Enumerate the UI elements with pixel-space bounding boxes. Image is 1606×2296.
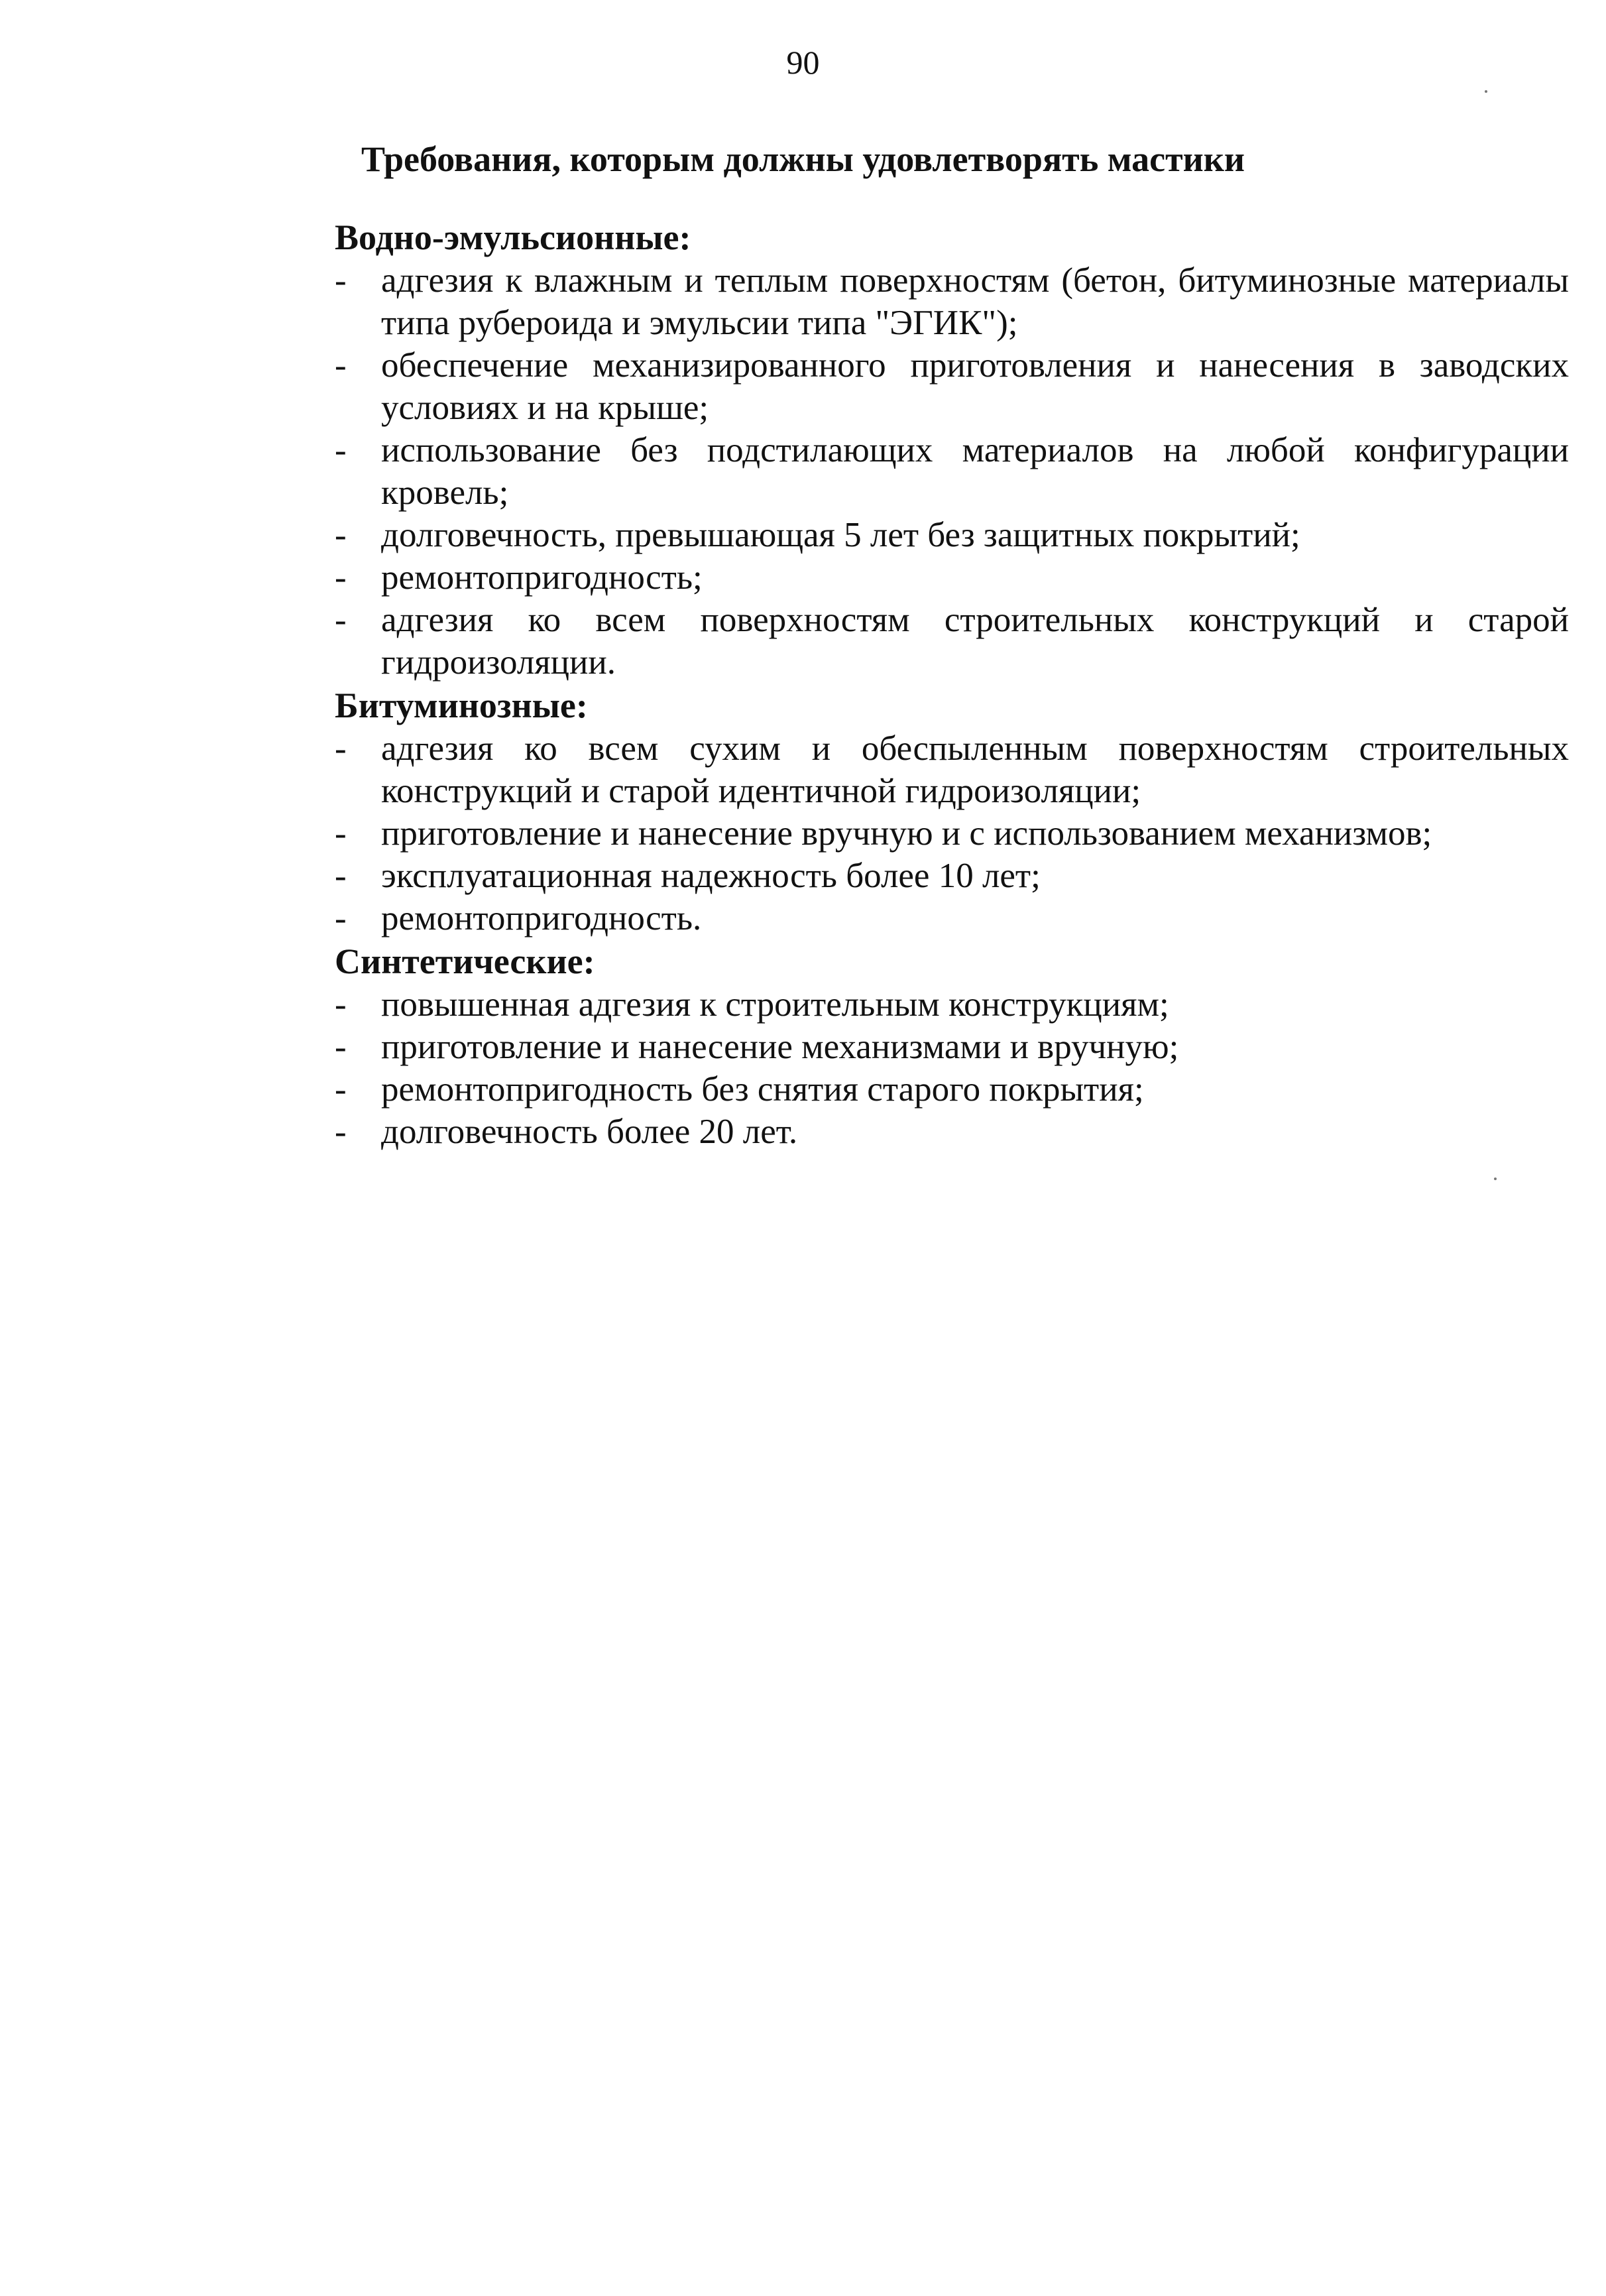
list-item bbox=[335, 429, 1569, 514]
list-item-text: ремонтопригодность. bbox=[381, 899, 702, 937]
list-item bbox=[335, 1111, 1569, 1153]
list-item-text: использование без подстилающих материалов на любой конфигурации кровель; bbox=[381, 431, 1569, 512]
bullet-dash: - bbox=[335, 729, 347, 768]
list-item-text: ремонтопригодность; bbox=[381, 558, 703, 597]
list-item bbox=[335, 1068, 1569, 1111]
scan-speck bbox=[1485, 90, 1487, 93]
scan-speck bbox=[1494, 1178, 1497, 1180]
requirements-list bbox=[335, 727, 1569, 939]
bullet-dash: - bbox=[335, 857, 347, 895]
list-item bbox=[335, 556, 1569, 599]
bullet-dash: - bbox=[335, 814, 347, 853]
bullet-dash: - bbox=[335, 346, 347, 385]
list-item-text: повышенная адгезия к строительным конструкциям; bbox=[381, 985, 1169, 1024]
list-item bbox=[335, 727, 1569, 812]
list-item-text: эксплуатационная надежность более 10 лет; bbox=[381, 857, 1041, 895]
list-item bbox=[335, 514, 1569, 556]
section-heading: Битуминозные: bbox=[335, 686, 588, 725]
section-water-emulsion bbox=[335, 215, 1569, 684]
bullet-dash: - bbox=[335, 516, 347, 554]
list-item bbox=[335, 812, 1569, 855]
bullet-dash: - bbox=[335, 558, 347, 597]
list-item-text: долговечность, превышающая 5 лет без защитных покрытий; bbox=[381, 516, 1300, 554]
bullet-dash: - bbox=[335, 1070, 347, 1109]
list-item bbox=[335, 855, 1569, 897]
requirements-list bbox=[335, 983, 1569, 1153]
bullet-dash: - bbox=[335, 1028, 347, 1066]
list-item bbox=[335, 897, 1569, 939]
section-synthetic bbox=[335, 939, 1569, 1153]
list-item-text: адгезия ко всем сухим и обеспыленным поверхностям строительных конструкций и старой идентичной гидроизоляции; bbox=[381, 729, 1569, 810]
bullet-dash: - bbox=[335, 899, 347, 937]
section-heading: Водно-эмульсионные: bbox=[335, 217, 691, 257]
section-bituminous bbox=[335, 684, 1569, 939]
bullet-dash: - bbox=[335, 261, 347, 300]
page-number: 90 bbox=[786, 44, 820, 81]
bullet-dash: - bbox=[335, 1113, 347, 1151]
list-item bbox=[335, 259, 1569, 344]
bullet-dash: - bbox=[335, 601, 347, 639]
list-item-text: долговечность более 20 лет. bbox=[381, 1113, 798, 1151]
list-item-text: адгезия к влажным и теплым поверхностям (бетон, битуминозные материалы типа рубероида и эмульсии типа "ЭГИК"); bbox=[381, 261, 1569, 342]
list-item-text: приготовление и нанесение вручную и с использованием механизмов; bbox=[381, 814, 1432, 853]
list-item bbox=[335, 983, 1569, 1026]
list-item bbox=[335, 1026, 1569, 1068]
list-item-text: приготовление и нанесение механизмами и вручную; bbox=[381, 1028, 1179, 1066]
list-item-text: ремонтопригодность без снятия старого покрытия; bbox=[381, 1070, 1144, 1109]
bullet-dash: - bbox=[335, 431, 347, 469]
requirements-list bbox=[335, 259, 1569, 684]
document-body bbox=[335, 215, 1569, 1153]
bullet-dash: - bbox=[335, 985, 347, 1024]
page-title: Требования, которым должны удовлетворять мастики bbox=[361, 139, 1245, 179]
list-item bbox=[335, 599, 1569, 684]
section-heading: Синтетические: bbox=[335, 941, 595, 981]
list-item-text: обеспечение механизированного приготовления и нанесения в заводских условиях и на крыше; bbox=[381, 346, 1569, 427]
list-item bbox=[335, 344, 1569, 429]
list-item-text: адгезия ко всем поверхностям строительных конструкций и старой гидроизоляции. bbox=[381, 601, 1569, 682]
